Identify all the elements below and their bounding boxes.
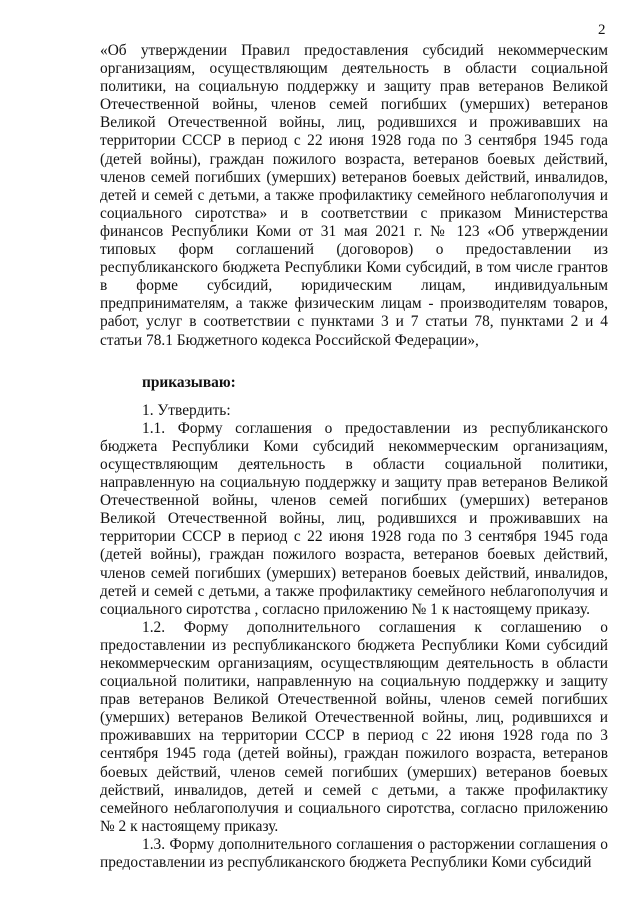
page-number: 2 bbox=[598, 22, 606, 38]
order-word: приказываю: bbox=[142, 373, 236, 391]
item-1: 1. Утвердить: bbox=[142, 401, 231, 419]
intro-paragraph: «Об утверждении Правил предоставления субсидий некоммерческим организациям, осуществляющим деятельность в области социальной политики, на социальную поддержку и защиту прав ветеранов Великой Отечественной войны, членов семей погибших (умерших) ветеранов Великой Отечественной войны, лиц, родившихся и проживавших на территории СССР в период с 22 июня 1928 года по 3 сентября 1945 года (детей войны), граждан пожилого возраста, ветеранов боевых действий, членов семей погибших (умерших) ветеранов боевых действий, инвалидов, детей и семей с детьми, а также профилактику семейного неблагополучия и социального сиротства» и в соответствии с приказом Министерства финансов Республики Коми от 31 мая 2021 г. № 123 «Об утверждении типовых форм соглашений (договоров) о предоставлении из республиканского бюджета Республики Коми субсидий, в том числе грантов в форме субсидий, юридическим лицам, индивидуальным предпринимателям, а также физическим лицам - производителям товаров, работ, услуг в соответствии с пунктами 3 и 7 статьи 78, пунктами 2 и 4 статьи 78.1 Бюджетного кодекса Российской Федерации», bbox=[100, 42, 608, 349]
item-1-3: 1.3. Форму дополнительного соглашения о расторжении соглашения о предоставлении из республиканского бюджета Республики Коми субсидий bbox=[100, 835, 608, 872]
document-body bbox=[100, 42, 608, 872]
item-1-2: 1.2. Форму дополнительного соглашения к соглашению о предоставлении из республиканского бюджета Республики Коми субсидий некоммерческим организациям, осуществляющим деятельность в области социальной политики, направленную на социальную поддержку и защиту прав ветеранов Великой Отечественной войны, членов семей погибших (умерших) ветеранов Великой Отечественной войны, лиц, родившихся и проживавших на территории СССР в период с 22 июня 1928 года по 3 сентября 1945 года (детей войны), граждан пожилого возраста, ветеранов боевых действий, членов семей погибших (умерших) ветеранов боевых действий, инвалидов, детей и семей с детьми, а также профилактику семейного неблагополучия и социального сиротства, согласно приложению № 2 к настоящему приказу. bbox=[100, 618, 608, 835]
item-1-1: 1.1. Форму соглашения о предоставлении из республиканского бюджета Республики Коми субсидий некоммерческим организациям, осуществляющим деятельность в области социальной политики, направленную на социальную поддержку и защиту прав ветеранов Великой Отечественной войны, членов семей погибших (умерших) ветеранов Великой Отечественной войны, лиц, родившихся и проживавших на территории СССР в период с 22 июня 1928 года по 3 сентября 1945 года (детей войны), граждан пожилого возраста, ветеранов боевых действий, членов семей погибших (умерших) ветеранов боевых действий, инвалидов, детей и семей с детьми, а также профилактику семейного неблагополучия и социального сиротства , согласно приложению № 1 к настоящему приказу. bbox=[100, 419, 608, 618]
